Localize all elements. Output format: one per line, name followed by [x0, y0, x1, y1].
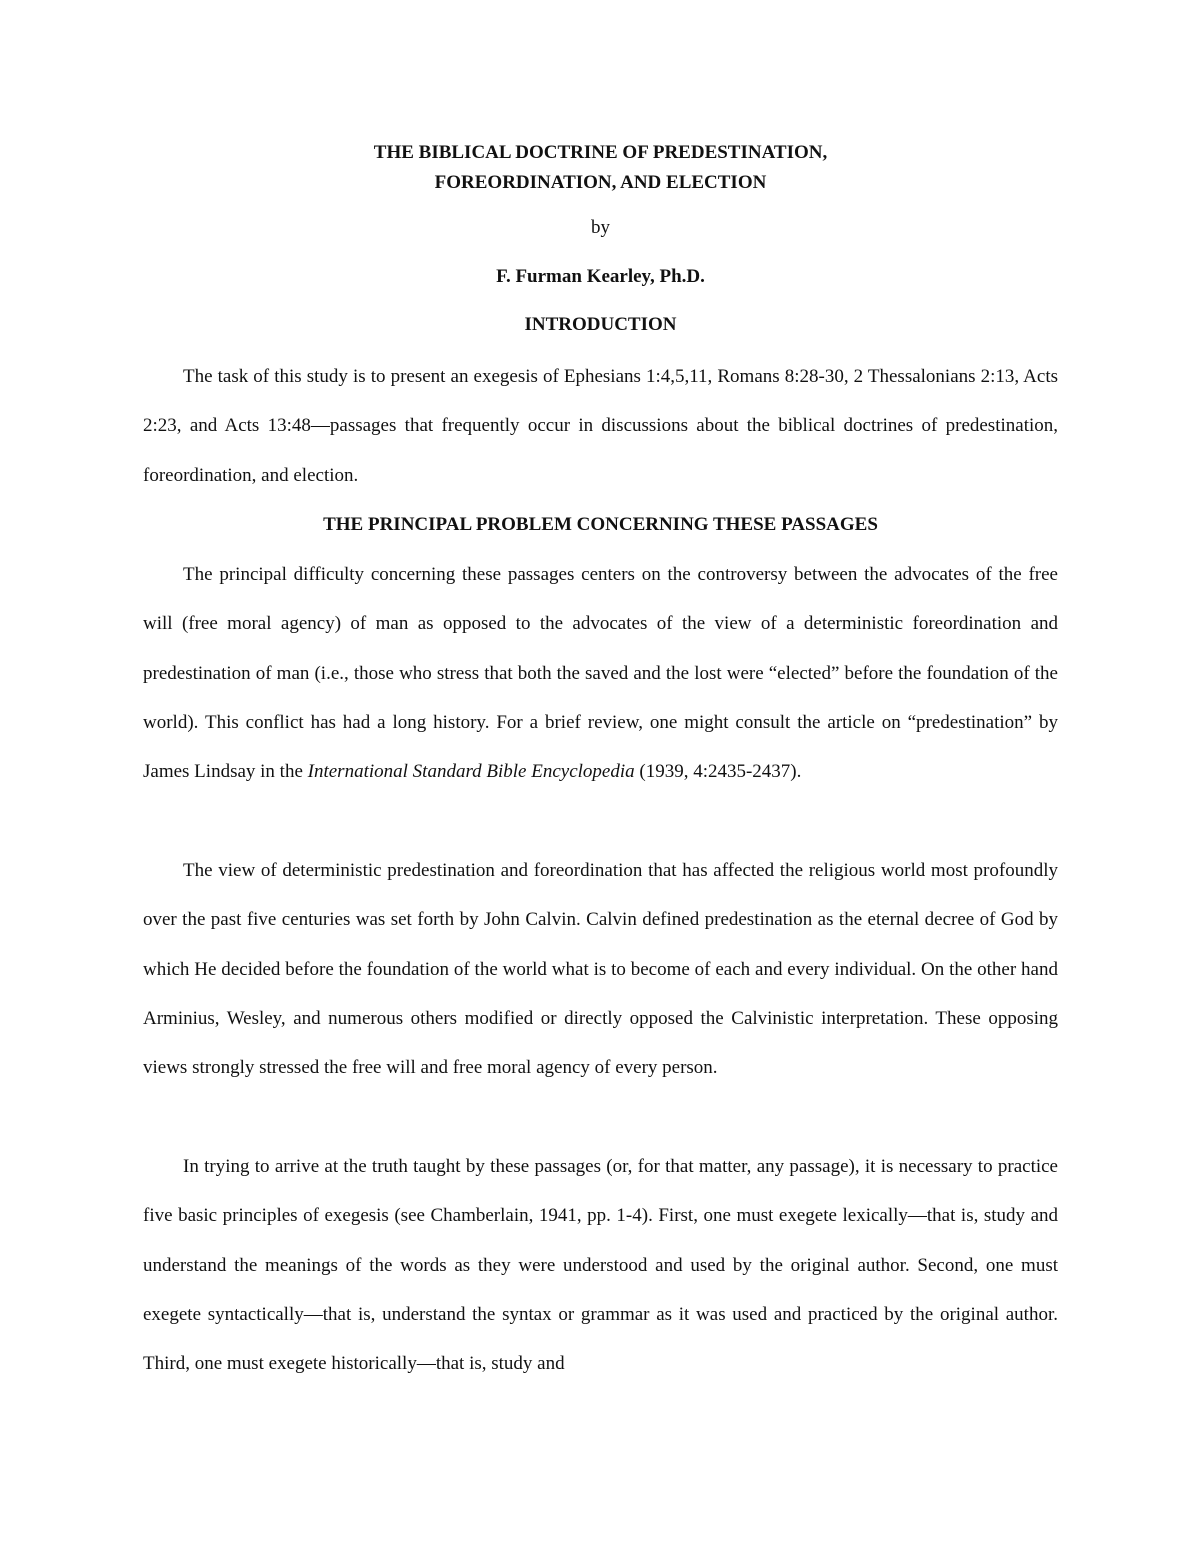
problem-paragraph-text-start: The principal difficulty concerning these passages centers on the controversy between the advocates of the free will (free moral agency) of man as opposed to the advocates of the view of a deterministic foreordination and predestination of man (i.e., those who stress that both the saved and the lost were “elected” before the foundation of the world). This conflict has had a long history. For a brief review, one might consult the article on “predestination” by James Lindsay in the	[143, 564, 1058, 783]
byline-by: by	[591, 217, 610, 238]
encyclopedia-title: International Standard Bible Encyclopedia	[307, 761, 635, 783]
heading-principal-problem: THE PRINCIPAL PROBLEM CONCERNING THESE PASSAGES	[323, 514, 878, 535]
problem-paragraph	[143, 550, 1058, 796]
title-line-2: FOREORDINATION, AND ELECTION	[434, 172, 767, 193]
author-name: F. Furman Kearley, Ph.D.	[496, 266, 705, 287]
document-title	[143, 138, 1058, 198]
calvin-paragraph: The view of deterministic predestination and foreordination that has affected the religious world most profoundly over the past five centuries was set forth by John Calvin. Calvin defined predestination as the eternal decree of God by which He decided before the foundation of the world what is to become of each and every individual. On the other hand Arminius, Wesley, and numerous others modified or directly opposed the Calvinistic interpretation. These opposing views strongly stressed the free will and free moral agency of every person.	[143, 860, 1058, 1079]
heading-introduction: INTRODUCTION	[524, 314, 677, 335]
intro-paragraph: The task of this study is to present an exegesis of Ephesians 1:4,5,11, Romans 8:28-30, 2 Thessalonians 2:13, Acts 2:23, and Acts 13:48—passages that frequently occur in discussions about the biblical doctrines of predestination, foreordination, and election.	[143, 366, 1058, 486]
exegesis-paragraph: In trying to arrive at the truth taught by these passages (or, for that matter, any passage), it is necessary to practice five basic principles of exegesis (see Chamberlain, 1941, pp. 1-4). First, one must exegete lexically—that is, study and understand the meanings of the words as they were understood and used by the original author. Second, one must exegete syntactically—that is, understand the syntax or grammar as it was used and practiced by the original author. Third, one must exegete historically—that is, study and	[143, 1156, 1058, 1375]
title-line-1: THE BIBLICAL DOCTRINE OF PREDESTINATION,	[373, 142, 828, 163]
problem-paragraph-text-end: (1939, 4:2435-2437).	[634, 761, 802, 783]
